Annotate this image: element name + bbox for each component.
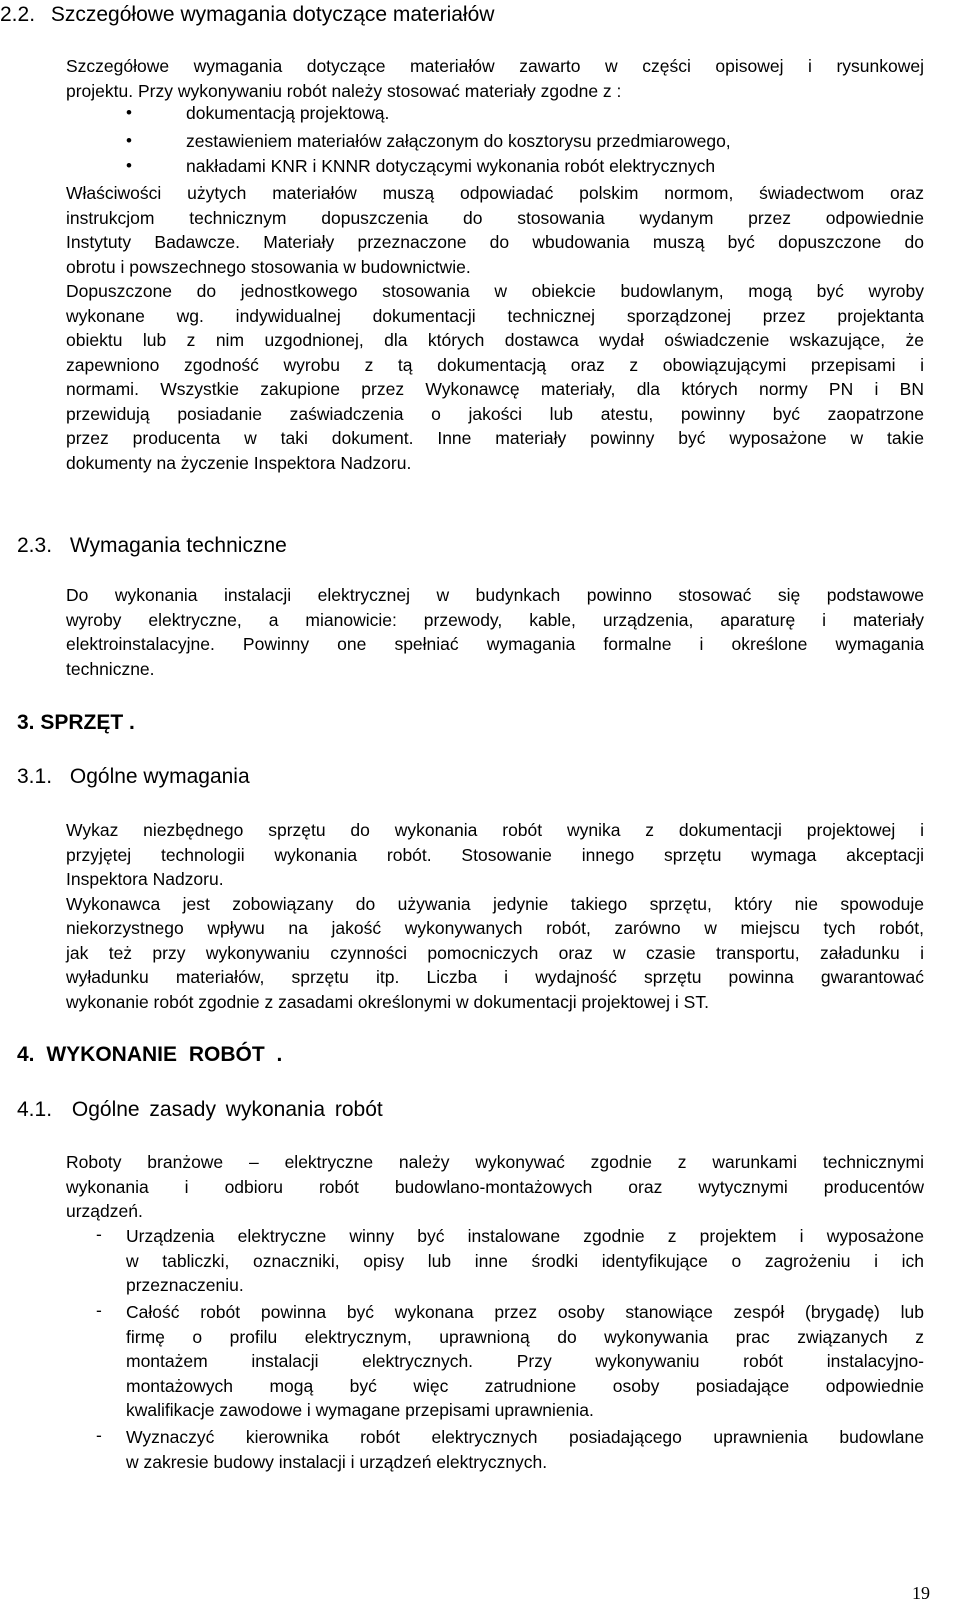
section-3-1-heading (17, 765, 250, 789)
section-2-3-heading (17, 534, 287, 558)
text-line: Dopuszczone do jednostkowego stosowania w obiekcie budowlanym, mogą być wyroby (66, 281, 924, 301)
text-line: Instytuty Badawcze. Materiały przeznaczone do wbudowania muszą być dopuszczone do (66, 232, 924, 252)
text-line: zapewniono zgodność wyrobu z tą dokumentacją oraz z obowiązującymi przepisami i (66, 354, 924, 375)
text-line: w zakresie budowy instalacji i urządzeń elektrycznych. (126, 1451, 548, 1472)
text-line: Wyznaczyć kierownika robót elektrycznych posiadającego uprawnienia budowlane (126, 1427, 924, 1447)
text-line: elektroinstalacyjne. Powinny one spełniać wymagania formalne i określone wymagania (66, 634, 924, 654)
text-line: techniczne. (66, 658, 155, 679)
text-line: Urządzenia elektryczne winny być instalowane zgodnie z projektem i wyposażone (126, 1226, 924, 1246)
section-2-3-paragraph (66, 583, 924, 681)
text-line: wyroby elektryczne, a mianowicie: przewody, kable, urządzenia, aparaturę i materiały (66, 609, 924, 630)
section-2-2-heading (0, 3, 494, 27)
section-number: 2.3. (17, 534, 53, 557)
text-line: montażowych mogą być więc zatrudnione osoby posiadające odpowiednie (126, 1375, 924, 1396)
text-line: wykonanie robót zgodnie z zasadami określonymi w dokumentacji projektowej i ST. (66, 991, 709, 1012)
list-item (126, 1425, 924, 1474)
text-line: obiektu lub z nim uzgodnionej, dla których dostawca wydał oświadczenie wskazujące, że (66, 330, 924, 350)
text-line: przewidują posiadanie zaświadczenia o jakości lub atestu, powinny być zaopatrzone (66, 403, 924, 424)
text-line: Wykonawca jest zobowiązany do używania jedynie takiego sprzętu, który nie spowoduje (66, 893, 924, 914)
text-line: w tabliczki, oznaczniki, opisy lub inne środki identyfikujące o zagrożeniu i ich (126, 1250, 924, 1271)
dash-icon: - (96, 1425, 102, 1445)
list-item (126, 1224, 924, 1298)
section-number: 4.1. (17, 1098, 53, 1121)
bullet-icon: • (126, 156, 132, 175)
dash-icon: - (96, 1300, 102, 1320)
text-line: niekorzystnego wpływu na jakość wykonywanych robót, zarówno w miejscu tych robót, (66, 918, 924, 938)
text-line: Do wykonania instalacji elektrycznej w budynkach powinno stosować się podstawowe (66, 585, 924, 605)
text-line: urządzeń. (66, 1201, 143, 1221)
text-line: przeznaczeniu. (126, 1275, 244, 1295)
text-line: Roboty branżowe – elektryczne należy wykonywać zgodnie z warunkami technicznymi (66, 1152, 924, 1172)
text-line: Szczegółowe wymagania dotyczące materiałów zawarto w części opisowej i rysunkowej (66, 56, 924, 76)
section-2-2-paragraph (66, 181, 924, 475)
text-line: projektu. Przy wykonywaniu robót należy stosować materiały zgodne z : (66, 80, 622, 101)
text-line: kwalifikacje zawodowe i wymagane przepisami uprawnienia. (126, 1400, 594, 1420)
dash-icon: - (96, 1224, 102, 1244)
text-line: normami. Wszystkie zakupione przez Wykonawcę materiały, dla których normy PN i BN (66, 379, 924, 399)
section-3-1-paragraph (66, 818, 924, 1014)
section-number: 3.1. (17, 765, 53, 788)
text-line: Całość robót powinna być wykonana przez osoby stanowiące zespół (brygadę) lub (126, 1302, 924, 1322)
text-line: instrukcjom technicznym dopuszczenia do stosowania wydanym przez odpowiednie (66, 207, 924, 228)
text-line: przez producenta w taki dokument. Inne materiały powinny być wyposażone w takie (66, 428, 924, 448)
text-line: wykonane wg. indywidualnej dokumentacji technicznej sporządzonej przez projektanta (66, 305, 924, 326)
section-4-1-paragraph (66, 1150, 924, 1224)
page-number: 19 (912, 1583, 930, 1603)
section-4-1-heading (17, 1098, 383, 1122)
text-line: wyładunku materiałów, sprzętu itp. Liczba i wydajność sprzętu powinna gwarantować (66, 967, 924, 987)
section-2-2-intro (66, 54, 924, 103)
bullet-item: dokumentacją projektową. (186, 103, 390, 123)
bullet-icon: • (126, 103, 132, 122)
text-line: jak też przy wykonywaniu czynności pomocniczych oraz w czasie transportu, załadunku i (66, 942, 924, 963)
text-line: dokumenty na życzenie Inspektora Nadzoru. (66, 452, 412, 473)
section-title: Ogólne zasady wykonania robót (71, 1098, 383, 1121)
section-title: Szczegółowe wymagania dotyczące materiałów (50, 3, 495, 26)
text-line: przyjętej technologii wykonania robót. Stosowanie innego sprzętu wymaga akceptacji (66, 844, 924, 865)
bullet-icon: • (126, 131, 132, 150)
text-line: Wykaz niezbędnego sprzętu do wykonania robót wynika z dokumentacji projektowej i (66, 820, 924, 840)
text-line: firmę o profilu elektrycznym, uprawnioną do wykonywania prac związanych z (126, 1326, 924, 1347)
bullet-item: nakładami KNR i KNNR dotyczącymi wykonania robót elektrycznych (186, 156, 716, 176)
text-line: Inspektora Nadzoru. (66, 869, 224, 889)
text-line: Właściwości użytych materiałów muszą odpowiadać polskim normom, świadectwom oraz (66, 183, 924, 203)
section-title: Ogólne wymagania (69, 765, 250, 788)
section-title: Wymagania techniczne (69, 534, 287, 557)
section-4-heading: 4. WYKONANIE ROBÓT . (17, 1043, 283, 1066)
text-line: obrotu i powszechnego stosowania w budownictwie. (66, 256, 471, 277)
text-line: montażem instalacji elektrycznych. Przy wykonywaniu robót instalacyjno- (126, 1351, 924, 1371)
text-line: wykonania i odbioru robót budowlano-montażowych oraz wytycznymi producentów (66, 1176, 924, 1197)
bullet-item: zestawieniem materiałów załączonym do kosztorysu przedmiarowego, (186, 131, 731, 151)
list-item (126, 1300, 924, 1423)
section-number: 2.2. (0, 3, 36, 26)
section-3-heading: 3. SPRZĘT . (17, 711, 135, 734)
